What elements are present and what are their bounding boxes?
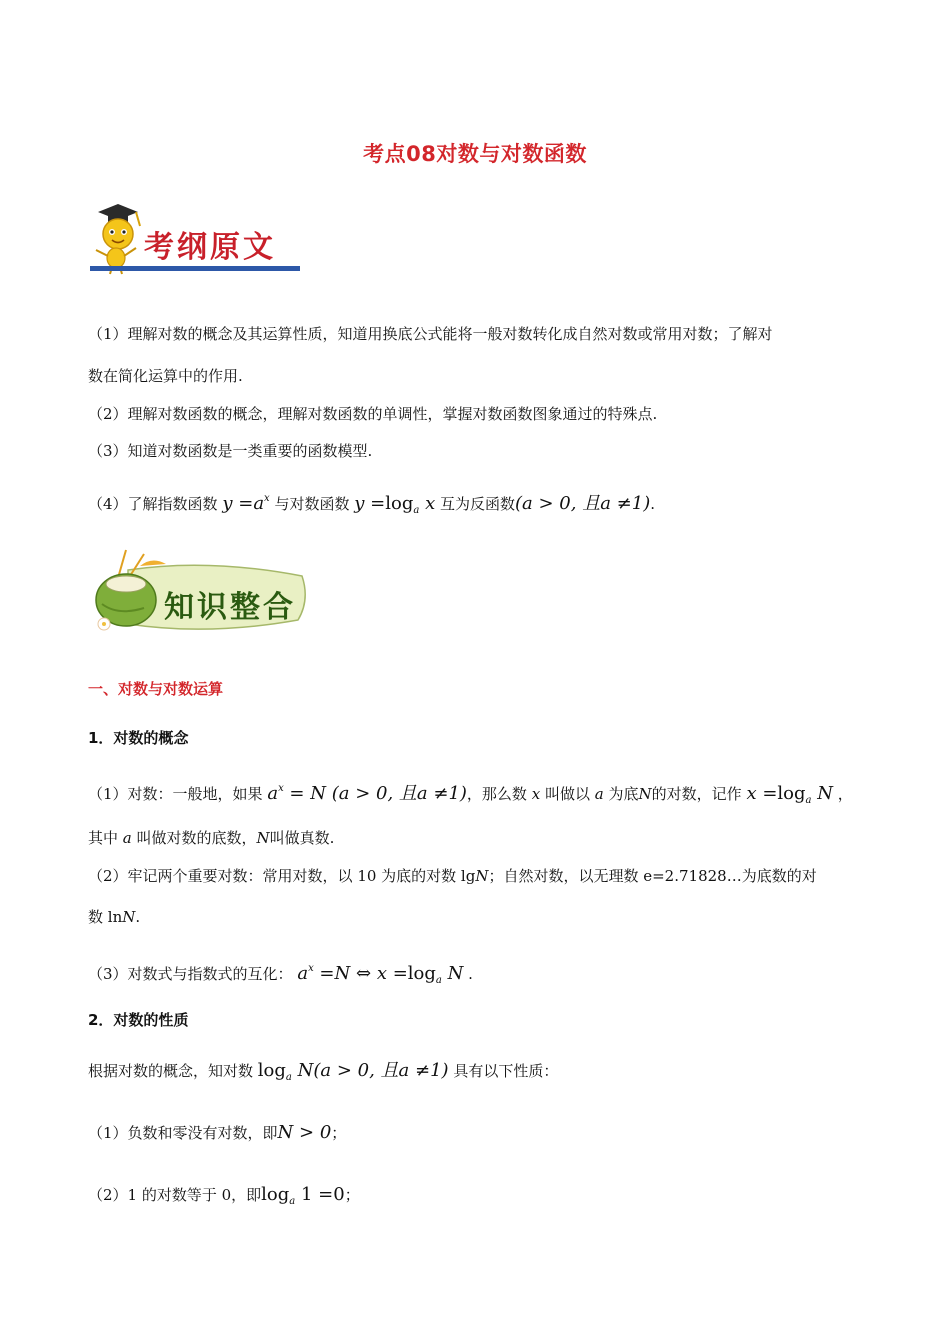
conversion-formula: $a^x =N$ ⇔ $x =\log_a$ N [297,963,464,986]
log-definition-line-2: 其中 a 叫做对数的底数，N叫做真数. [88,829,335,847]
subsection-heading-1: 1．对数的概念 [88,729,189,747]
log-properties-intro: 根据对数的概念，知对数 $\log_a N(a > 0$, 且a ≠1) 具有以下性质： [88,1060,559,1083]
subsection-heading-2: 2．对数的性质 [88,1011,189,1029]
conversion-line: （3）对数式与指数式的互化： $a^x =N$ ⇔ $x =\log_a$ N . [88,963,473,986]
log-function-formula: $y =\log_a$ x [354,493,436,516]
log-notation: $x =\log_a$ N [746,783,833,806]
log-one-formula: $\log_a 1 =0$ [261,1184,345,1207]
syllabus-item-1-cont: 数在简化运算中的作用. [88,367,243,385]
section-heading: 一、对数与对数运算 [88,680,224,698]
base-condition: (a > 0, 且a ≠1) [515,493,651,514]
important-logs-line-2: 数 lnN. [88,908,141,926]
important-logs-line: （2）牢记两个重要对数：常用对数，以 10 为底的对数 lgN；自然对数，以无理数 e=2.71828…为底数的对 [88,867,817,885]
n-positive-formula: N > 0 [277,1122,332,1143]
syllabus-item-4: （4）了解指数函数 $y =a^x$ 与对数函数 $y =\log_a$ x 互为反函数(a > 0, 且a ≠1). [88,493,655,516]
property-1: （1）负数和零没有对数，即N > 0； [88,1122,347,1143]
exp-equation: $a^x = N$ (a > 0, 且a ≠1) [267,783,467,804]
log-expression: $\log_a N(a > 0$, 且a ≠1) [257,1060,449,1083]
syllabus-item-3: （3）知道对数函数是一类重要的函数模型. [88,442,373,460]
property-2: （2）1 的对数等于 0，即$\log_a 1 =0$； [88,1184,360,1207]
syllabus-item-2: （2）理解对数函数的概念，理解对数函数的单调性，掌握对数函数图象通过的特殊点. [88,405,658,423]
page-title: 考点08对数与对数函数 [363,142,587,166]
knowledge-banner-label: 知识整合 [164,590,296,625]
syllabus-item-1: （1）理解对数的概念及其运算性质，知道用换底公式能将一般对数转化成自然对数或常用对数；了解对 [88,325,773,343]
syllabus-banner [84,200,304,276]
syllabus-banner-label: 考纲原文 [144,230,276,265]
log-definition-line: （1）对数：一般地，如果 $a^x = N$ (a > 0, 且a ≠1)，那么数 x 叫做以 a 为底N的对数，记作 $x =\log_a$ N ， [88,783,853,806]
knowledge-banner [88,548,312,638]
exp-function-formula: $y =a^x$ [222,493,270,514]
